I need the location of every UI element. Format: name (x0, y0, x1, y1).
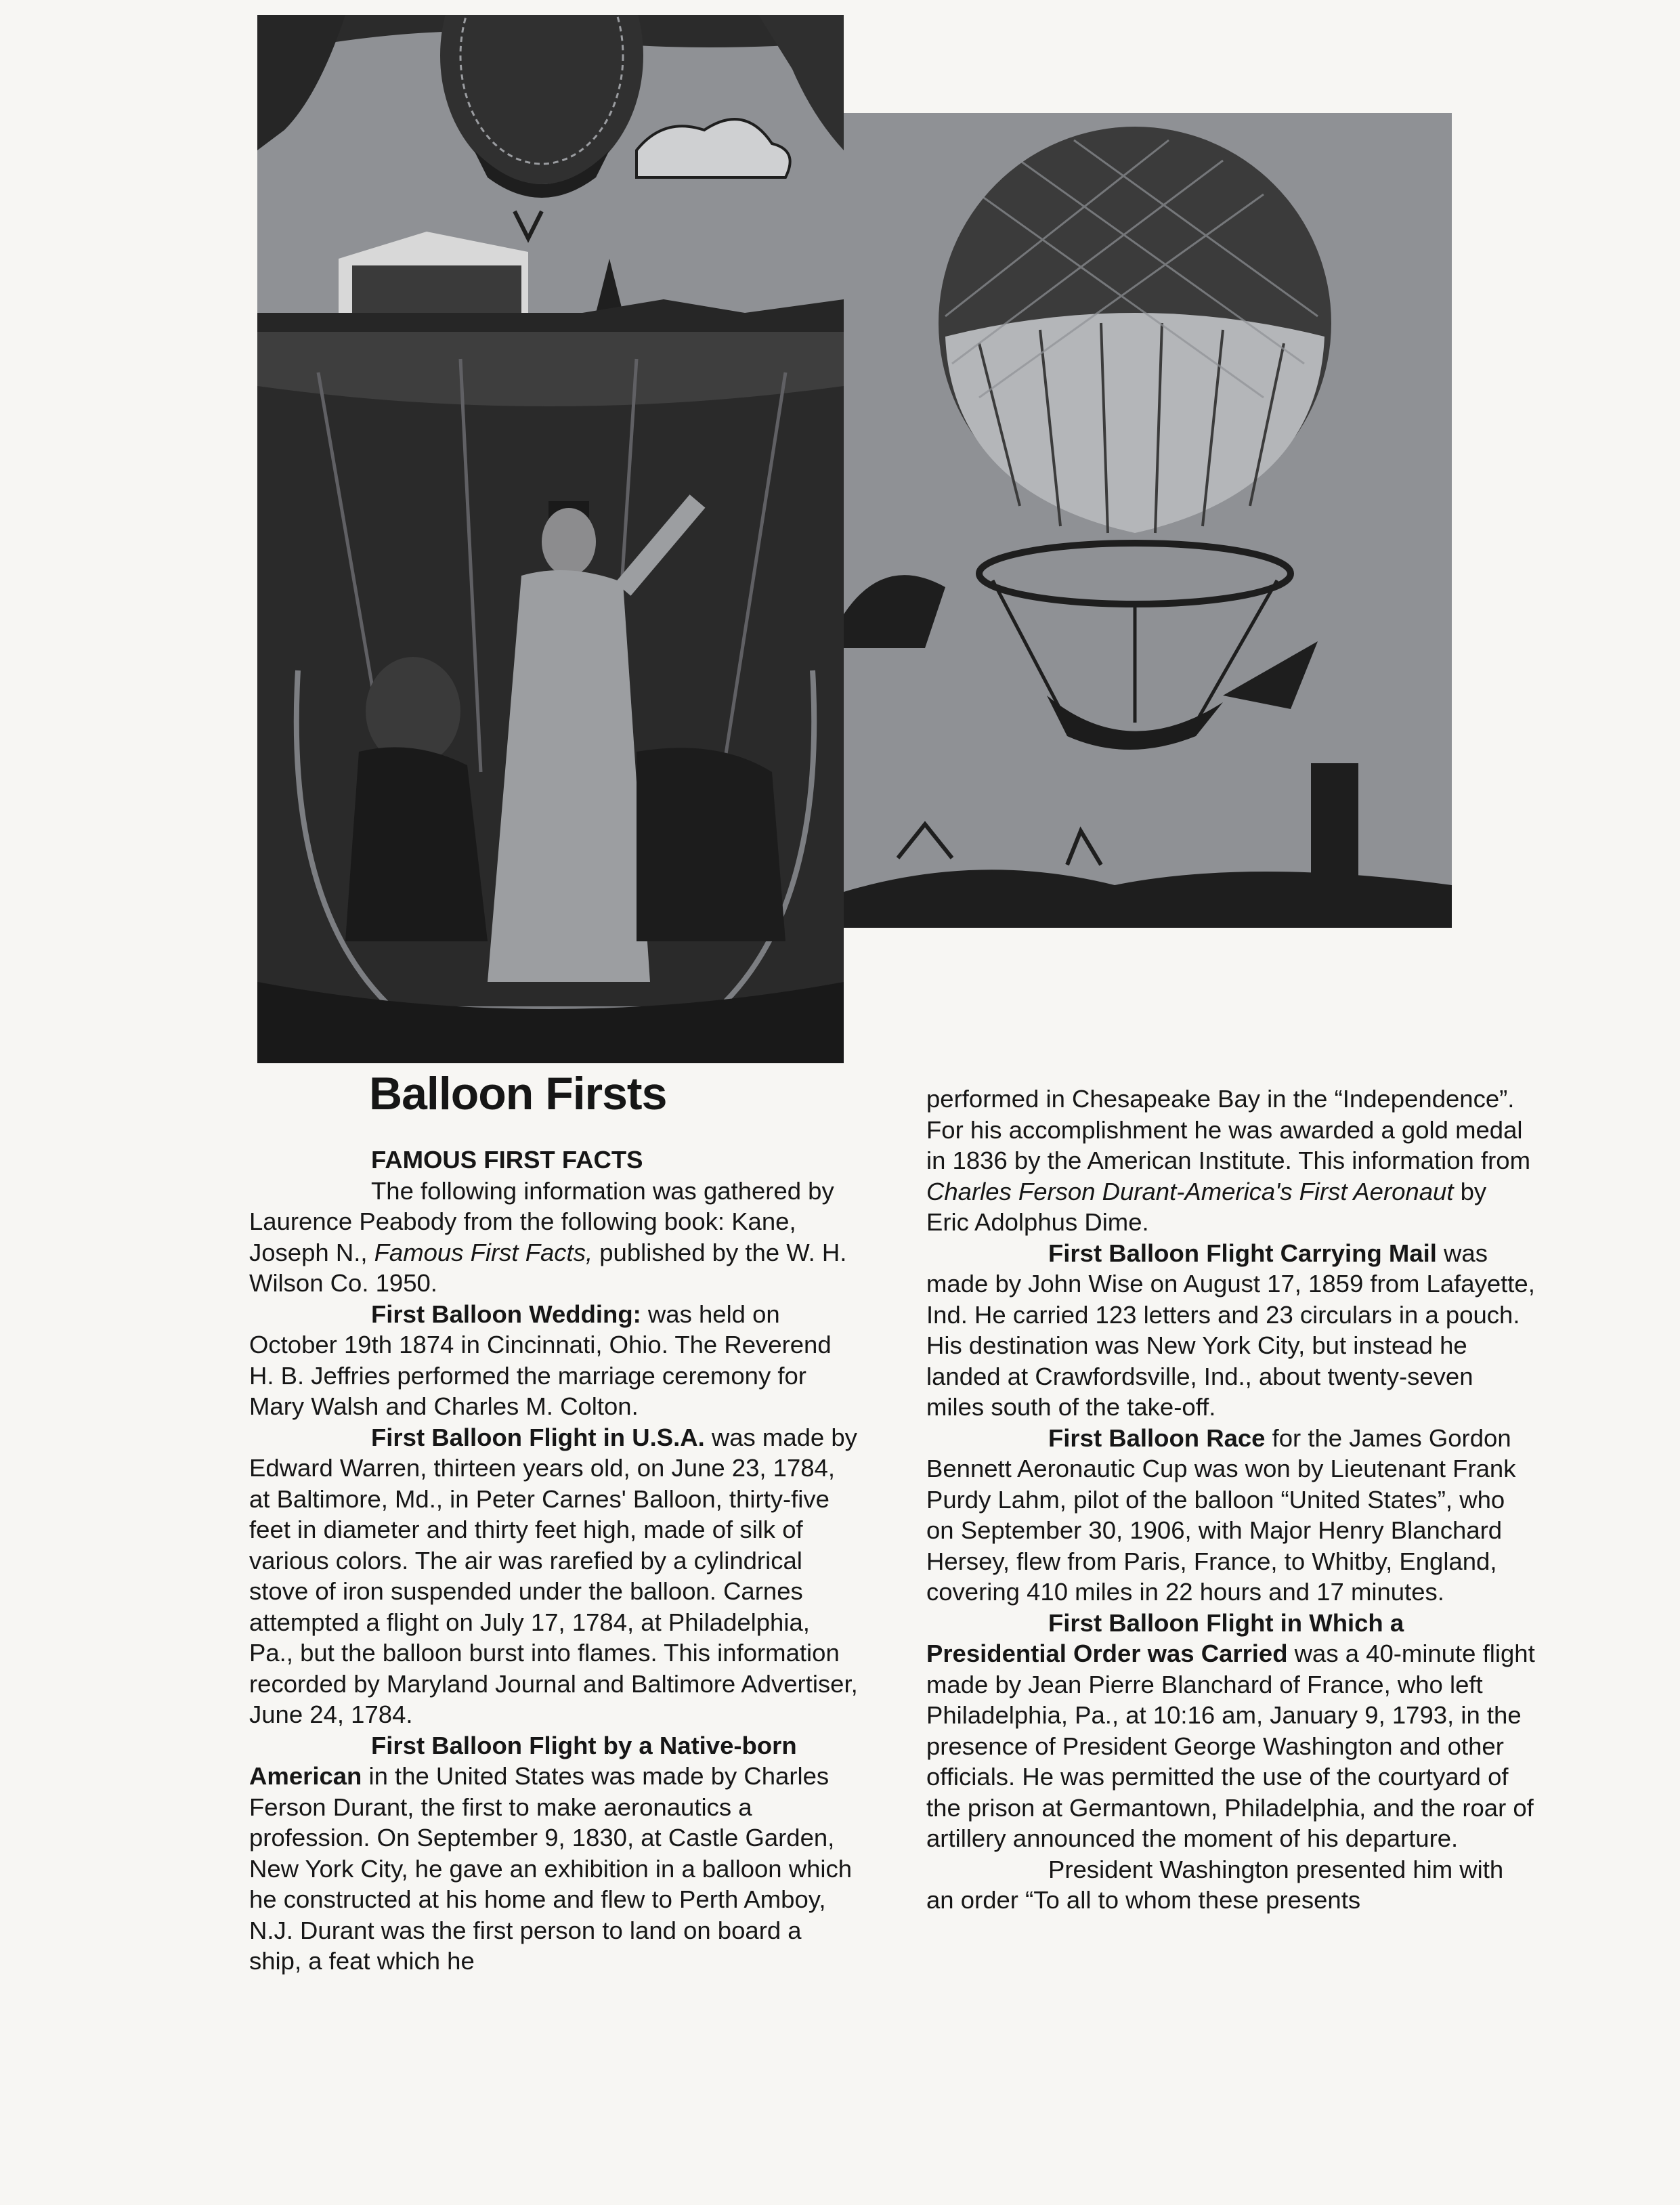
intro-paragraph: The following information was gathered by Laurence Peabody from the following book: Kane, Joseph N., Famous First Facts, published by the W. H. Wilson Co. 1950. (249, 1176, 847, 1297)
native-american-continued: performed in Chesapeake Bay in the “Independence”. For his accomplishment he was awarded a gold medal in 1836 by the American Institute. This information from Charles Ferson Durant-America's First Aeronaut by Eric Adolphus Dime. (926, 1085, 1530, 1236)
balloon-race-paragraph: First Balloon Race for the James Gordon Bennett Aeronautic Cup was won by Lieutenant Frank Purdy Lahm, pilot of the balloon “United States”, who on September 30, 1906, with Major Henry Blanchard Hersey, flew from Paris, France, to Whitby, England, covering 410 miles in 22 hours and 17 minutes. (926, 1423, 1516, 1606)
usa-flight-paragraph: First Balloon Flight in U.S.A. was made by Edward Warren, thirteen years old, on June 23, 1784, at Baltimore, Md., in Peter Carnes' Balloon, thirty-five feet in diameter and thirty feet high, made of silk of various colors. The air was rarefied by a cylindrical stove of iron suspended under the balloon. Carnes attempted a flight on July 17, 1784, at Philadelphia, Pa., but the balloon burst into flames. This information recorded by Maryland Journal and Baltimore Advertiser, June 24, 1784. (249, 1423, 858, 1728)
wedding-paragraph: First Balloon Wedding: was held on October 19th 1874 in Cincinnati, Ohio. The Reverend H. B. Jeffries performed the marriage ceremony for Mary Walsh and Charles M. Colton. (249, 1300, 832, 1420)
article-title: Balloon Firsts (369, 1068, 667, 1119)
mail-flight-paragraph: First Balloon Flight Carrying Mail was made by John Wise on August 17, 1859 from Lafayette, Ind. He carried 123 letters and 23 circulars in a pouch. His destination was New York City, but instead he landed at Crawfordsville, Ind., about twenty-seven miles south of the take-off. (926, 1239, 1535, 1421)
presidential-order-paragraph: First Balloon Flight in Which a Presidential Order was Carried was a 40-minute flight made by Jean Pierre Blanchard of France, who left Philadelphia, Pa., at 10:16 am, January 9, 1793, in the presence of President George Washington and other officials. He was permitted the use of the courtyard of the prison at Germantown, Philadelphia, and the roar of artillery announced the moment of his departure. (926, 1608, 1535, 1852)
washington-paragraph: President Washington presented him with an order “To all to whom these presents (926, 1855, 1504, 1914)
illustration-balloon-over-town (257, 15, 844, 332)
illustration-blanchard-balloon (844, 113, 1452, 928)
native-american-paragraph: First Balloon Flight by a Native-born American in the United States was made by Charles Ferson Durant, the first to make aeronautics a profession. On September 9, 1830, at Castle Garden, New York City, he gave an exhibition in a balloon which he constructed at his home and flew to Perth Amboy, N.J. Durant was the first person to land on board a ship, a feat which he (249, 1731, 853, 1975)
illustration-balloon-wedding (257, 332, 844, 1063)
left-column (249, 1144, 859, 1977)
section-subtitle: FAMOUS FIRST FACTS (371, 1146, 643, 1174)
right-column (926, 1084, 1536, 1916)
